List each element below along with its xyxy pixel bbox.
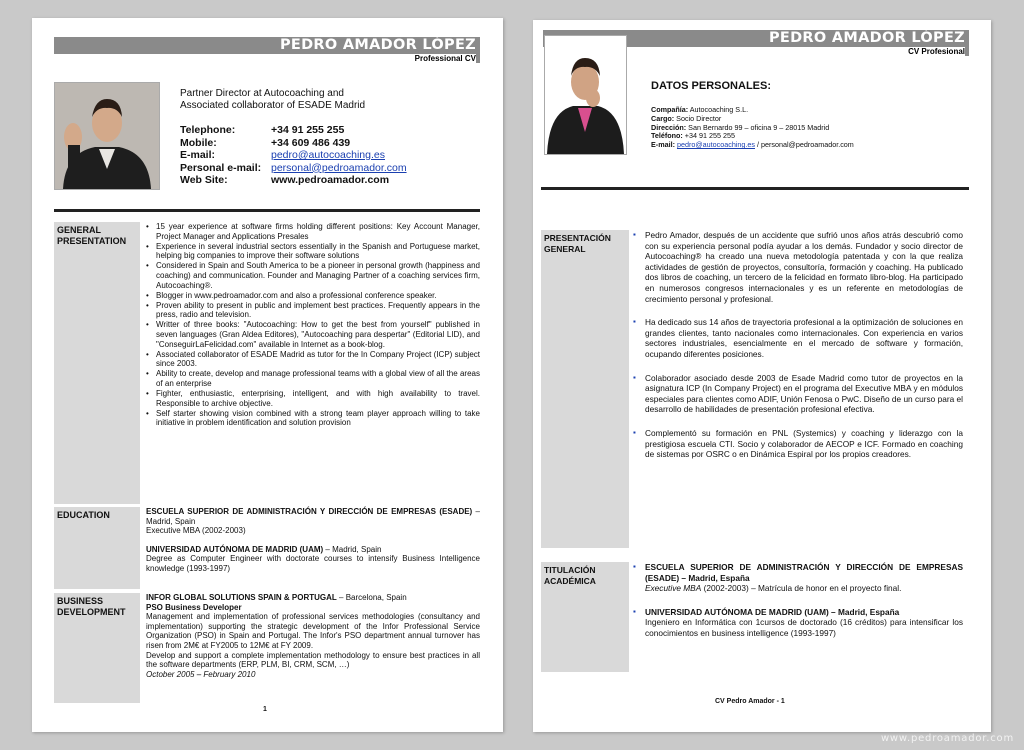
personal-data <box>651 80 971 150</box>
name-title: PEDRO AMADOR LÓPEZ <box>279 37 476 53</box>
list-item: • Experience in several industrial sectors essentially in the Spanish and Portuguese market, helping big companies to improve their software solutions <box>146 242 480 261</box>
job-dates: October 2005 – February 2010 <box>146 669 256 679</box>
cv-subtitle: Professional CV <box>54 54 476 64</box>
contact-row-email: E-mail: pedro@autocoaching.es <box>180 149 385 161</box>
divider <box>54 209 480 212</box>
page-number: 1 <box>263 706 267 713</box>
list-item: • Ability to create, develop and manage professional teams with a global view of all the areas of an enterprise <box>146 369 480 388</box>
profile-photo <box>544 35 627 155</box>
list-item: • Associated collaborator of ESADE Madrid as tutor for the In Company Project (ICP) subject since 2003. <box>146 350 480 369</box>
section-label: PRESENTACIÓN GENERAL <box>541 230 629 548</box>
bullet-list <box>633 562 963 639</box>
job-description: Develop and support a complete implementation methodology to ensure best practices in all the software departments (ERP, PLM, BI, CRM, SCM, …) <box>146 650 480 670</box>
divider <box>541 187 969 190</box>
company-name: INFOR GLOBAL SOLUTIONS SPAIN & PORTUGAL <box>146 593 337 602</box>
data-row-email: E-mail: pedro@autocoaching.es / personal@pedroamador.com <box>651 140 854 150</box>
list-item: • 15 year experience at software firms holding different positions: Key Account Manager, Project Manager and Applications Presales <box>146 222 480 241</box>
data-row: Dirección: San Bernardo 99 – oficina 9 – 28015 Madrid <box>651 122 830 132</box>
contact-row-telephone: Telephone: +34 91 255 255 <box>180 124 345 136</box>
list-item: • Blogger in www.pedroamador.com and also a professional conference speaker. <box>146 291 480 301</box>
bullet-list <box>146 222 480 428</box>
list-item: • Writter of three books: "Autocoaching: How to get the best from yourself" published in seven languages (Gran Aldea Editores), "Autocoaching para despertar" (Editorial LID), and "ConseguirLaFelicidad.com" available in Internet as a book-blog. <box>146 320 480 349</box>
education-item: UNIVERSIDAD AUTÓNOMA DE MADRID (UAM) – Madrid, Spain Degree as Computer Engineer with doctorate courses to intensify Business Intelligence knowledge (1993-1997) <box>146 544 480 573</box>
watermark: www.pedroamador.com <box>880 733 1014 744</box>
section-body <box>140 507 480 589</box>
data-row: Teléfono: +34 91 255 255 <box>651 131 735 141</box>
list-item: ▪ Colaborador asociado desde 2003 de Esade Madrid como tutor de proyectos en la asignatura ICP (In Company Project) en el programa del Executive MBA y en módulos especiales para clientes como ADIF, Unión Fenosa o PwC. Diseño de un curso para el desarrollo de habilidades de presentación profesional efectiva. <box>633 373 963 415</box>
education-section <box>54 507 480 589</box>
portrait-image <box>55 83 159 189</box>
email-link[interactable]: pedro@autocoaching.es <box>271 149 385 161</box>
email-link[interactable]: pedro@autocoaching.es <box>676 140 755 150</box>
education-item: ESCUELA SUPERIOR DE ADMINISTRACIÓN Y DIRECCIÓN DE EMPRESAS (ESADE) – Madrid, Spain Executive MBA (2002-2003) <box>146 507 480 536</box>
section-body: INFOR GLOBAL SOLUTIONS SPAIN & PORTUGAL – Barcelona, Spain PSO Business Developer Management and implementation of professional services methodologies (consultancy and implementation) supporting the strategic development of the Infor Professional Service Organization (PSO) in Spain and Portugal. The Infor's PSO department annual turnover has risen from 2M€ at FY2005 to 12M€ at FY 2009. Develop and support a complete implementation methodology to ensure best practices in all the software departments (ERP, PLM, BI, CRM, SCM, …) October 2005 – February 2010 <box>146 593 480 679</box>
list-item: ▪ UNIVERSIDAD AUTÓNOMA DE MADRID (UAM) – Madrid, España Ingeniero en Informática con 1cursos de doctorado (16 créditos) para intensificar los conocimientos en business intelligence (1993-1997) <box>633 607 963 639</box>
contact-block <box>180 88 490 187</box>
presentacion-section <box>541 230 963 548</box>
contact-row-personal-email: Personal e-mail: personal@pedroamador.com <box>180 161 407 174</box>
personal-data-title: DATOS PERSONALES: <box>651 80 771 92</box>
portrait-image <box>545 36 626 154</box>
list-item: ▪ ESCUELA SUPERIOR DE ADMINISTRACIÓN Y DIRECCIÓN DE EMPRESAS (ESADE) – Madrid, España Executive MBA (2002-2003) – Matrícula de honor en el proyecto final. <box>633 562 963 594</box>
bullet-list <box>633 230 963 460</box>
list-item: • Considered in Spain and South America to be a pioneer in personal growth (happiness and coaching) and communication. Founder and Managing Partner of a coaching services firm, Autocoaching®. <box>146 261 480 290</box>
data-row: Compañía: Autocoaching S.L. <box>651 105 749 114</box>
list-item: • Self starter showing vision combined with a strong team player approach willing to take initiative in problem identification and solution provision <box>146 409 480 428</box>
page-footer: CV Pedro Amador - 1 <box>715 698 785 705</box>
section-label: GENERAL PRESENTATION <box>54 222 140 504</box>
section-body <box>140 222 480 504</box>
role-description: Partner Director at Autocoaching and Associated collaborator of ESADE Madrid <box>180 88 366 111</box>
section-label: TITULACIÓN ACADÉMICA <box>541 562 629 672</box>
profile-photo <box>54 82 160 190</box>
cv-subtitle: CV Profesional <box>543 47 965 57</box>
personal-email-link[interactable]: personal@pedroamador.com <box>271 161 407 174</box>
section-body <box>629 562 963 672</box>
section-label: BUSINESS DEVELOPMENT <box>54 593 140 703</box>
job-description: Management and implementation of professional services methodologies (consultancy and implementation) supporting the strategic development of the Infor Professional Service Organization (PSO) in Spain and Portugal. The Infor's PSO department annual turnover has risen from 2M€ at FY2005 to 12M€ at FY 2009. <box>146 612 480 650</box>
cv-page-english <box>32 18 503 732</box>
general-presentation-section <box>54 222 480 504</box>
list-item: ▪ Pedro Amador, después de un accidente que sufrió unos años atrás descubrió como con su experiencia personal podía ayudar a los demás. Fundador y socio director de Autocoaching® ha creado una nueva metodología patentada y con la que realiza actividades de gestión de proyectos, consultoría, formación y coaching. Ha publicado dos libros de coaching, un tercero de la felicidad en formato libro-blog. Ha participado en numerosos congresos internacionales y es un referente en metodologías de crecimiento personal y profesional. <box>633 230 963 304</box>
contact-row-website: Web Site: www.pedroamador.com <box>180 174 390 186</box>
list-item: • Fighter, enthusiastic, enterprising, intelligent, and with high availability to travel. Responsible to archive objective. <box>146 389 480 408</box>
list-item: ▪ Ha dedicado sus 14 años de trayectoria profesional a la optimización de soluciones en grandes clientes, tanto nacionales como internacionales. Con experiencia en varios sectores industriales, esencialmente en el mercado de software y formación, ocupando diferentes posiciones. <box>633 317 963 359</box>
list-item: ▪ Complementó su formación en PNL (Systemics) y coaching y liderazgo con la prestigiosa escuela CTI. Socio y colaborador de AECOP e ICF. Formado en coaching de sistemas por OSRC o en Dinámica Espiral por los propios creadores. <box>633 428 963 460</box>
job-role: PSO Business Developer <box>146 602 242 612</box>
cv-page-spanish <box>533 20 991 732</box>
name-header <box>54 37 480 63</box>
name-title: PEDRO AMADOR LÓPEZ <box>768 30 965 46</box>
business-development-section <box>54 593 480 703</box>
titulacion-section <box>541 562 963 672</box>
list-item: • Proven ability to present in public and implement best practices. Frequently appears in the press, radio and television. <box>146 301 480 320</box>
section-body <box>629 230 963 548</box>
data-row: Cargo: Socio Director <box>651 113 722 123</box>
section-label: EDUCATION <box>54 507 140 589</box>
contact-row-mobile: Mobile: +34 609 486 439 <box>180 136 351 149</box>
